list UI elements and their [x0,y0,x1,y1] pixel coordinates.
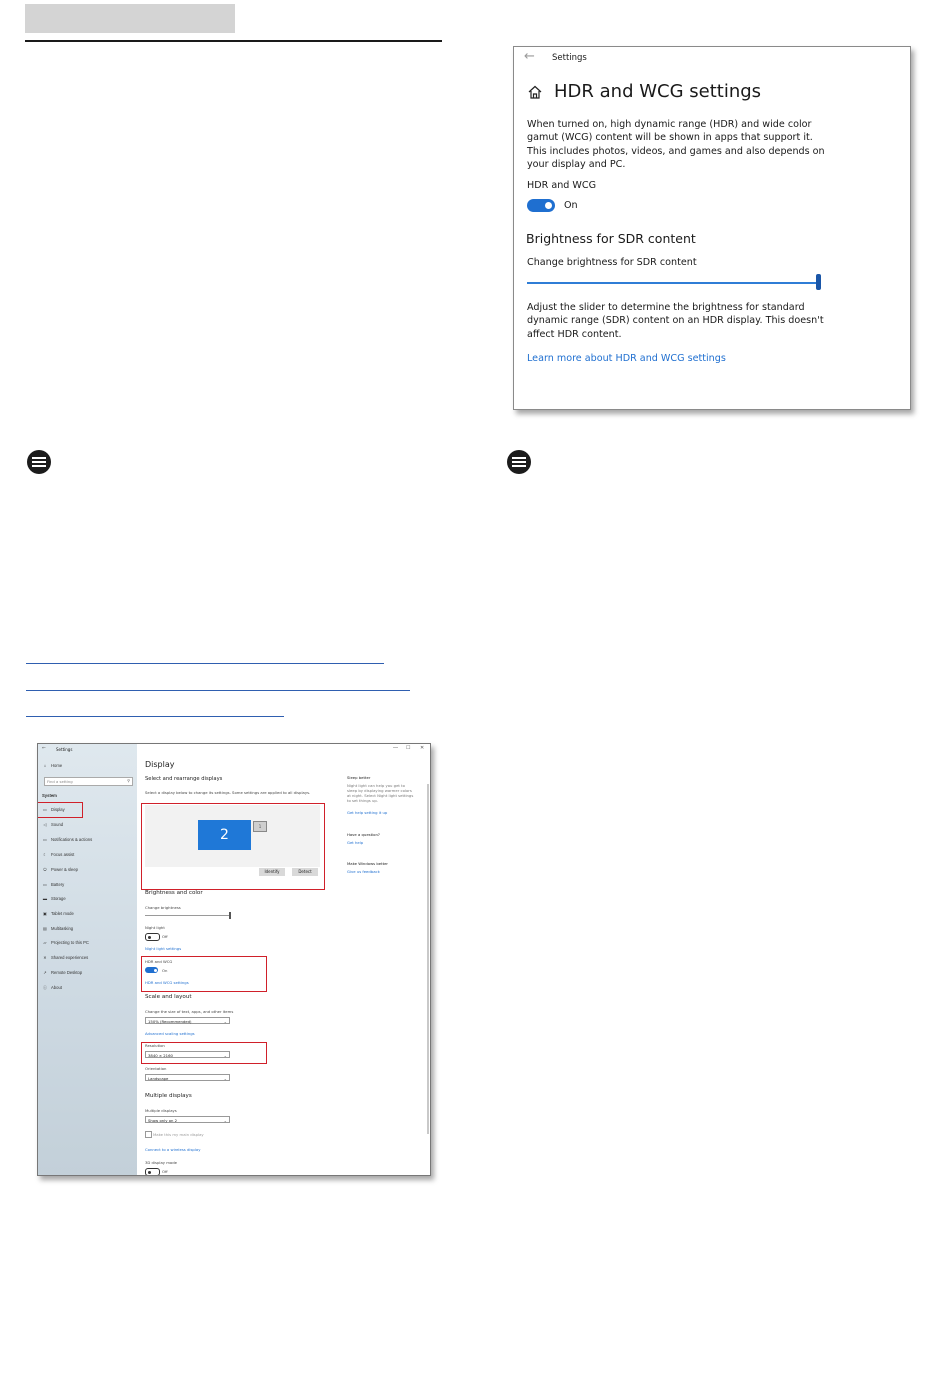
description-text: When turned on, high dynamic range (HDR) and wide color gamut (WCG) content will be shown in apps that support it. This includes photos, videos, and games and also depends on your display and PC. [527,119,825,171]
slider-thumb[interactable] [816,274,821,290]
storage-icon: ▬ [42,896,48,901]
window-title: Settings [552,53,587,63]
maximize-icon[interactable]: ☐ [406,745,411,751]
sidebar-item-remote[interactable]: ↗ Remote Desktop [43,970,83,975]
info-icon: ⓘ [42,985,48,990]
subtitle: Select and rearrange displays [145,776,223,782]
slider-label: Change brightness for SDR content [527,257,697,268]
sidebar-item-multitasking[interactable]: ▤ Multitasking [43,926,74,931]
night-light-settings-link[interactable]: Night light settings [145,946,182,951]
sleep-text-line: at night. Select Night light settings [347,793,414,798]
section-title: Brightness for SDR content [526,231,696,246]
back-arrow-icon[interactable]: ← [524,49,535,64]
brightness-slider[interactable] [145,915,230,916]
sidebar-item-display[interactable]: ▭ Display [43,807,65,812]
search-icon: ⚲ [127,778,130,783]
display-settings-window [37,743,431,1176]
page-title: Display [145,760,175,769]
hdr-toggle[interactable] [527,199,555,212]
night-light-state: Off [162,934,168,939]
close-icon[interactable]: ✕ [420,745,425,751]
minimize-icon[interactable]: — [393,745,398,751]
3d-display-toggle[interactable] [145,1168,160,1176]
sleep-better-title: Sleep better [347,775,371,780]
make-better-title: Make Windows better [347,861,388,866]
sidebar-item-focus-assist[interactable]: ☾ Focus assist [43,852,75,857]
get-help-link[interactable]: Get help [347,840,364,845]
3d-display-label: 3D display mode [145,1160,178,1165]
sleep-help-link[interactable]: Get help setting it up [347,810,388,815]
sidebar-home[interactable]: ⌂ Home [43,763,63,768]
search-input[interactable]: Find a setting ⚲ [44,777,133,786]
link-underline[interactable] [26,663,384,664]
power-icon: ⏻ [43,867,47,872]
identify-button[interactable]: Identify [259,868,285,876]
scale-dropdown[interactable]: 150% (Recommended) ⌄ [145,1017,230,1024]
note-icon [507,450,531,474]
monitor-2[interactable]: 2 [198,820,251,850]
orientation-dropdown[interactable]: Landscape ⌄ [145,1074,230,1081]
moon-icon: ☾ [43,852,47,857]
speaker-icon: ◁ [43,822,47,827]
share-icon: ✕ [43,955,47,960]
sidebar-item-power-sleep[interactable]: ⏻ Power & sleep [43,867,78,872]
scale-heading: Scale and layout [145,994,192,1000]
multitasking-icon: ▤ [43,926,47,931]
hdr-toggle-label: HDR and WCG [527,180,597,191]
page-title: HDR and WCG settings [554,81,762,102]
battery-icon: ▭ [43,882,47,887]
highlight-arrangement [141,803,325,890]
sleep-text-line: sleep by displaying warmer colors [347,788,412,793]
link-underline[interactable] [26,690,410,691]
monitor-1[interactable]: 1 [253,821,267,832]
header-rule [25,40,442,42]
scale-label: Change the size of text, apps, and other items [145,1009,234,1014]
sleep-text-line: Night light can help you get to [347,783,405,788]
adjust-text: Adjust the slider to determine the brightness for standard dynamic range (SDR) content on an HDR display. This doesn't affect HDR content. [527,302,824,340]
monitor-icon: ▭ [43,807,47,812]
brightness-slider-thumb[interactable] [229,912,231,919]
header-bar [25,4,235,33]
chevron-down-icon: ⌄ [223,1118,227,1123]
remote-icon: ↗ [43,970,47,975]
sidebar-item-about[interactable]: ⓘ About [42,985,62,990]
scrollbar[interactable] [427,784,429,1134]
night-light-label: Night light [145,925,165,930]
brightness-heading: Brightness and color [145,890,203,896]
sleep-text-line: to set things up. [347,798,379,803]
main-display-label: Make this my main display [153,1132,204,1137]
multiple-displays-dropdown[interactable]: Show only on 2 ⌄ [145,1116,230,1123]
hdr-toggle-state: On [564,200,578,211]
change-brightness-label: Change brightness [145,905,181,910]
resolution-label: Resolution [145,1043,165,1048]
sidebar-item-battery[interactable]: ▭ Battery [43,882,65,887]
highlight-display [37,802,83,818]
hdr-label: HDR and WCG [145,959,173,964]
sidebar-item-projecting[interactable]: ▱ Projecting to this PC [43,940,89,945]
window-title: Settings [56,747,73,752]
highlight-resolution [141,1042,267,1064]
detect-button[interactable]: Detect [292,868,318,876]
hdr-settings-window [513,46,911,410]
back-arrow-icon[interactable]: ← [42,746,46,751]
sidebar-item-notifications[interactable]: ▭ Notifications & actions [43,837,93,842]
link-underline[interactable] [26,716,284,717]
orientation-label: Orientation [145,1066,167,1071]
night-light-toggle[interactable] [145,933,160,941]
instruction-text: Select a display below to change its settings. Some settings are applied to all displays. [145,790,311,795]
question-title: Have a question? [347,832,380,837]
sidebar-item-sound[interactable]: ◁ Sound [43,822,64,827]
3d-display-state: Off [162,1169,168,1174]
sidebar-group-system: System [42,793,57,798]
hdr-state: On [162,968,168,973]
highlight-hdr [141,956,267,992]
note-icon [27,450,51,474]
hdr-settings-link[interactable]: HDR and WCG settings [145,980,189,985]
projector-icon: ▱ [43,940,47,945]
learn-more-link[interactable]: Learn more about HDR and WCG settings [527,353,726,364]
advanced-scaling-link[interactable]: Advanced scaling settings [145,1031,195,1036]
feedback-link[interactable]: Give us feedback [347,869,380,874]
sdr-brightness-slider[interactable] [527,282,819,284]
wireless-display-link[interactable]: Connect to a wireless display [145,1147,201,1152]
sidebar-item-tablet-mode[interactable]: ▣ Tablet mode [43,911,74,916]
multiple-displays-label: Multiple displays [145,1108,177,1113]
chevron-down-icon: ⌄ [223,1053,227,1058]
tablet-icon: ▣ [43,911,47,916]
sidebar-item-shared[interactable]: ✕ Shared experiences [43,955,89,960]
notification-icon: ▭ [43,837,47,842]
main-display-checkbox[interactable] [145,1131,152,1138]
sidebar-item-storage[interactable]: ▬ Storage [42,896,66,901]
chevron-down-icon: ⌄ [223,1019,227,1024]
home-icon: ⌂ [43,763,47,768]
home-icon [527,84,543,100]
multiple-displays-heading: Multiple displays [145,1093,192,1099]
chevron-down-icon: ⌄ [223,1076,227,1081]
resolution-dropdown[interactable]: 3840 × 2160 ⌄ [145,1051,230,1058]
